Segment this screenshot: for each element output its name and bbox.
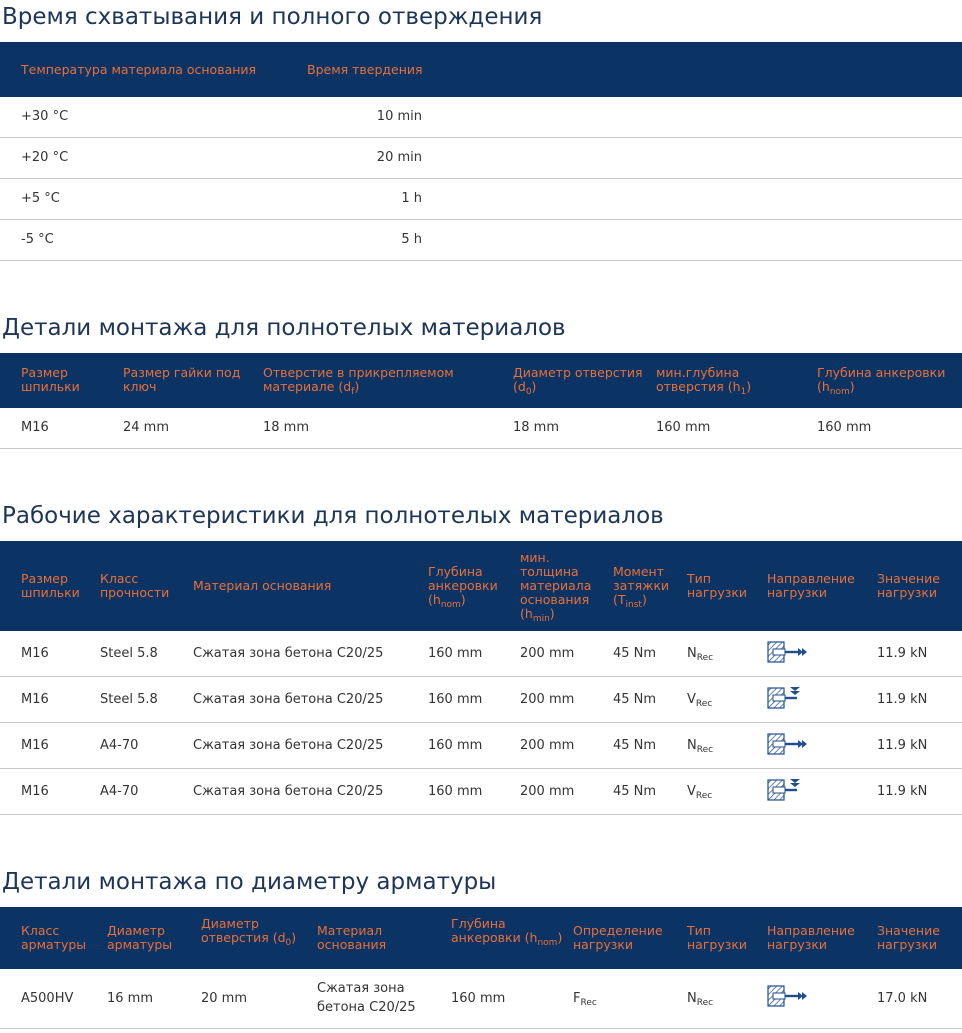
table-cell: 160 mm [451,991,506,1006]
table-cell: Сжатая зона бетона C20/25 [193,738,384,753]
column-header: Материал основания [193,578,332,593]
column-header: Время твердения [307,62,423,77]
column-header: Глубина анкеровки $(h_{nom})$ [817,365,946,397]
table-cell: A500HV [21,991,74,1006]
section-title: Время схватывания и полного отверждения [2,4,543,30]
table-header [0,353,962,408]
table-cell: 1 h [401,191,422,206]
shear-direction-icon [767,778,809,802]
table-cell: 17.0 kN [877,991,928,1006]
table-cell: $V_{Rec}$ [687,784,713,801]
table-cell: $N_{Rec}$ [687,738,714,755]
column-header: Тип нагрузки [687,571,748,600]
table-cell: 160 mm [428,738,483,753]
table-cell: 18 mm [263,420,310,435]
table-header [0,541,962,631]
table-cell: 45 Nm [613,646,657,661]
column-header: мин.глубина отверстия $(h_1)$ [656,365,752,397]
column-header: Диаметр отверстия $(d_0)$ [513,365,643,397]
column-header: мин. толщина материала основания $(h_{min})$ [520,550,592,624]
table-cell: 160 mm [428,784,483,799]
table-row [0,769,962,815]
table-cell: Сжатая зона бетона C20/25 [193,692,384,707]
table-row [0,138,962,179]
section-title: Детали монтажа для полнотелых материалов [2,315,566,341]
table-cell: 160 mm [428,646,483,661]
table-row [0,220,962,261]
table-cell: M16 [21,692,49,707]
table-cell: $V_{Rec}$ [687,692,713,709]
table-cell: Сжатая зона бетона C20/25 [193,646,384,661]
column-header: Диаметр отверстия $(d_0)$ [201,916,297,948]
table-cell: 11.9 kN [877,738,928,753]
table-cell: 11.9 kN [877,784,928,799]
column-header: Момент затяжки $(T_{inst})$ [613,564,670,610]
column-header: Класс прочности [100,571,170,600]
table-cell: 20 min [376,150,422,165]
table-cell: -5 °C [21,232,54,247]
column-header: Размер гайки под ключ [123,365,241,394]
column-header: Температура материала основания [21,62,257,77]
table-cell: $F_{Rec}$ [573,991,597,1008]
table-cell: Steel 5.8 [100,646,158,661]
column-header: Глубина анкеровки $(h_{nom})$ [451,916,563,948]
table-cell: M16 [21,784,49,799]
table-row [0,677,962,723]
table-cell: 45 Nm [613,784,657,799]
table-cell: 200 mm [520,646,575,661]
table-cell: +5 °C [21,191,60,206]
table-cell: 20 mm [201,991,248,1006]
column-header: Размер шпильки [21,571,80,600]
table-cell: 11.9 kN [877,646,928,661]
column-header: Отверстие в прикрепляемом материале $(d_f)$ [263,365,454,397]
table-cell: 16 mm [107,991,154,1006]
table-cell: M16 [21,646,49,661]
table-row [0,97,962,138]
table-cell: $N_{Rec}$ [687,991,714,1008]
column-header: Направление нагрузки [767,571,855,600]
column-header: Диаметр арматуры [107,923,173,952]
table-cell: M16 [21,420,49,435]
section-title: Рабочие характеристики для полнотелых материалов [2,503,664,529]
column-header: Глубина анкеровки $(h_{nom})$ [428,564,498,610]
table-cell: 11.9 kN [877,692,928,707]
table-cell: 160 mm [428,692,483,707]
table-row [0,179,962,220]
table-cell: +30 °C [21,109,69,124]
column-header: Класс арматуры [21,923,87,952]
table-row [0,723,962,769]
tension-direction-icon [767,984,809,1008]
column-header: Материал основания [317,923,387,952]
table-cell: +20 °C [21,150,69,165]
table-header [0,907,962,969]
tension-direction-icon [767,640,809,664]
column-header: Определение нагрузки [573,923,663,952]
table-cell: 200 mm [520,738,575,753]
table-cell: 200 mm [520,692,575,707]
column-header: Направление нагрузки [767,923,855,952]
tension-direction-icon [767,732,809,756]
table-cell: 160 mm [656,420,711,435]
table-row [0,969,962,1029]
table-cell: Сжатая зона бетона C20/25 [317,981,416,1015]
column-header: Значение нагрузки [877,571,940,600]
column-header: Значение нагрузки [877,923,940,952]
table-cell: 200 mm [520,784,575,799]
table-cell: Steel 5.8 [100,692,158,707]
table-cell: A4-70 [100,738,139,753]
table-row [0,408,962,449]
table-cell: $N_{Rec}$ [687,646,714,663]
table-row [0,631,962,677]
table-cell: 18 mm [513,420,560,435]
column-header: Тип нагрузки [687,923,748,952]
table-cell: 24 mm [123,420,170,435]
table-header [0,42,962,97]
shear-direction-icon [767,686,809,710]
table-cell: 10 min [376,109,422,124]
column-header: Размер шпильки [21,365,80,394]
section-title: Детали монтажа по диаметру арматуры [2,869,497,895]
table-cell: 45 Nm [613,738,657,753]
table-cell: 5 h [401,232,422,247]
table-cell: A4-70 [100,784,139,799]
table-cell: 45 Nm [613,692,657,707]
table-cell: Сжатая зона бетона C20/25 [193,784,384,799]
table-cell: M16 [21,738,49,753]
table-cell: 160 mm [817,420,872,435]
